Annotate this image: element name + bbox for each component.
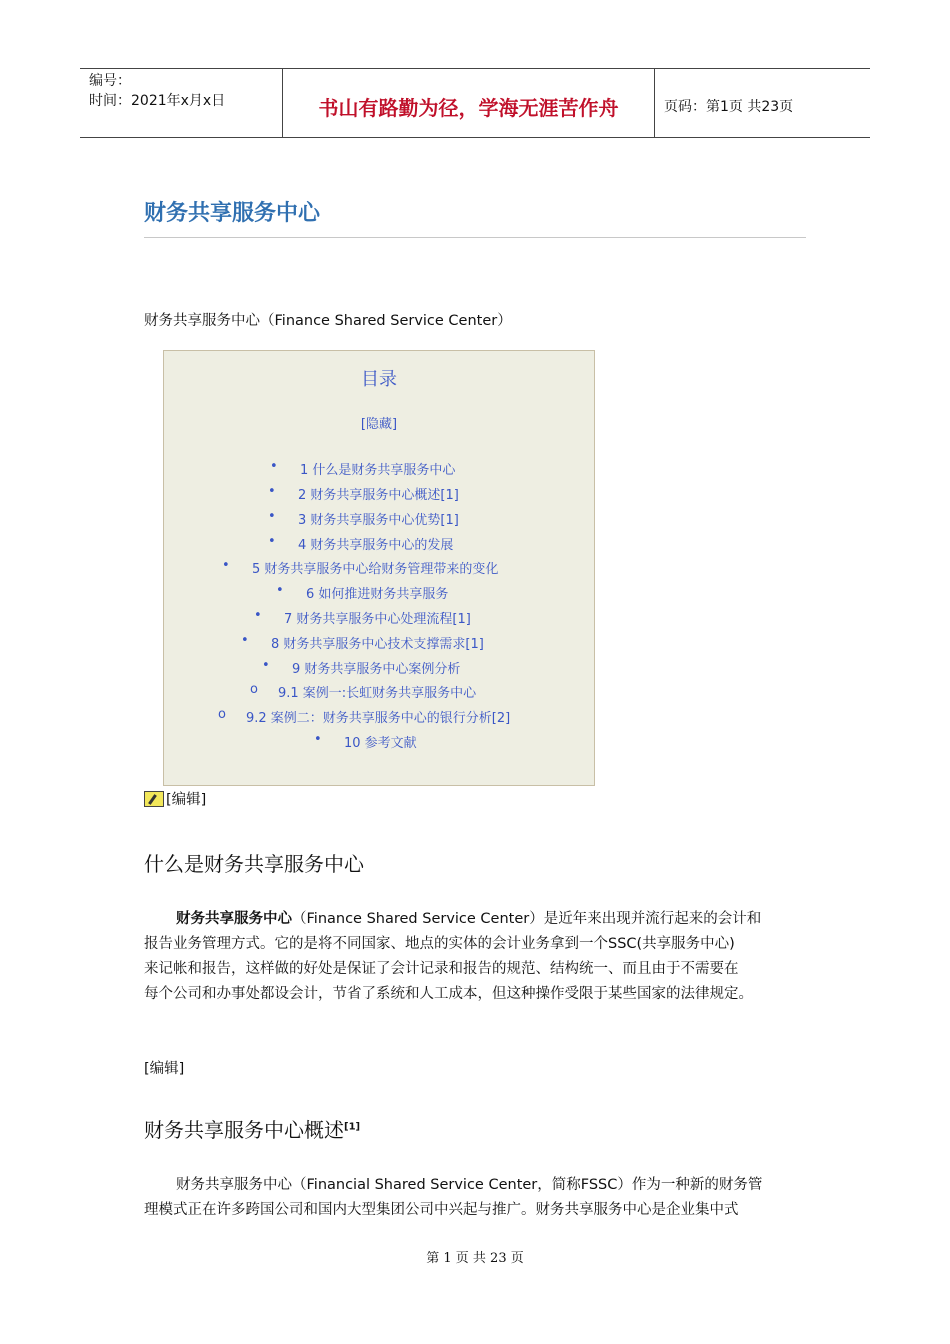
- edit-link[interactable]: [编辑]: [166, 792, 207, 808]
- toc-bullet: •: [270, 459, 278, 474]
- pencil-edit-icon[interactable]: [144, 791, 164, 807]
- section2-line1: 财务共享服务中心（Financial Shared Service Center，简称FSSC）作为一种新的财务管: [176, 1177, 763, 1193]
- toc-hide-link[interactable]: [隐藏]: [360, 417, 398, 432]
- intro-line: 财务共享服务中心（Finance Shared Service Center）: [144, 313, 512, 329]
- toc-item-8[interactable]: 8 财务共享服务中心技术支撑需求[1]: [271, 637, 484, 652]
- toc-item-10[interactable]: 10 参考文献: [344, 736, 417, 751]
- toc-bullet: •: [254, 608, 262, 623]
- table-of-contents: [163, 350, 595, 786]
- toc-item-9-2[interactable]: 9.2 案例二：财务共享服务中心的银行分析[2]: [246, 711, 511, 726]
- toc-bullet: •: [262, 658, 270, 673]
- edit-row: [144, 788, 206, 809]
- section2-heading-text: 财务共享服务中心概述: [144, 1118, 344, 1142]
- section1-line3: 来记帐和报告，这样做的好处是保证了会计记录和报告的规范、结构统一、而且由于不需要在: [144, 961, 739, 977]
- section-heading-overview: [144, 1114, 360, 1143]
- toc-bullet: •: [241, 633, 249, 648]
- toc-bullet: •: [268, 509, 276, 524]
- section1-line4: 每个公司和办事处都设会计，节省了系统和人工成本，但这种操作受限于某些国家的法律规定。: [144, 986, 753, 1002]
- toc-bullet: •: [268, 534, 276, 549]
- toc-bullet: •: [276, 583, 284, 598]
- section2-ref[interactable]: [1]: [344, 1121, 361, 1133]
- toc-bullet: •: [268, 484, 276, 499]
- section1-line2: 报告业务管理方式。它的是将不同国家、地点的实体的会计业务拿到一个SSC(共享服务中心): [144, 936, 735, 952]
- toc-bullet: •: [222, 558, 230, 573]
- toc-item-1[interactable]: 1 什么是财务共享服务中心: [300, 463, 456, 478]
- section1-paragraph: [144, 907, 808, 1007]
- section2-paragraph: [144, 1173, 808, 1223]
- header-motto: 书山有路勤为径，学海无涯苦作舟: [282, 69, 655, 137]
- number-label: 编号：: [89, 73, 131, 89]
- page-footer: 第 1 页 共 23 页: [426, 1251, 524, 1266]
- toc-item-2[interactable]: 2 财务共享服务中心概述[1]: [298, 488, 459, 503]
- toc-bullet: •: [314, 732, 322, 747]
- edit-link-2[interactable]: [编辑]: [144, 1061, 185, 1077]
- toc-bullet: o: [218, 707, 226, 722]
- document-title: 财务共享服务中心: [144, 196, 806, 238]
- toc-item-7[interactable]: 7 财务共享服务中心处理流程[1]: [284, 612, 471, 627]
- section2-line2: 理模式正在许多跨国公司和国内大型集团公司中兴起与推广。财务共享服务中心是企业集中式: [144, 1202, 739, 1218]
- toc-title: 目录: [361, 369, 397, 390]
- section-heading-what-is: 什么是财务共享服务中心: [144, 852, 364, 876]
- section1-line1: （Finance Shared Service Center）是近年来出现并流行起来的会计和: [292, 911, 762, 927]
- toc-item-9-1[interactable]: 9.1 案例一:长虹财务共享服务中心: [278, 686, 477, 701]
- toc-item-5[interactable]: 5 财务共享服务中心给财务管理带来的变化: [252, 562, 499, 577]
- toc-item-6[interactable]: 6 如何推进财务共享服务: [306, 587, 449, 602]
- header-meta: [80, 69, 282, 137]
- time-label: 时间：2021年x月x日: [89, 93, 226, 109]
- section1-lead: 财务共享服务中心: [176, 911, 292, 927]
- header-page-info: 页码：第1页 共23页: [664, 99, 794, 115]
- toc-bullet: o: [250, 682, 258, 697]
- toc-item-4[interactable]: 4 财务共享服务中心的发展: [298, 538, 454, 553]
- header-table: [80, 68, 870, 138]
- toc-item-3[interactable]: 3 财务共享服务中心优势[1]: [298, 513, 459, 528]
- toc-item-9[interactable]: 9 财务共享服务中心案例分析: [292, 662, 461, 677]
